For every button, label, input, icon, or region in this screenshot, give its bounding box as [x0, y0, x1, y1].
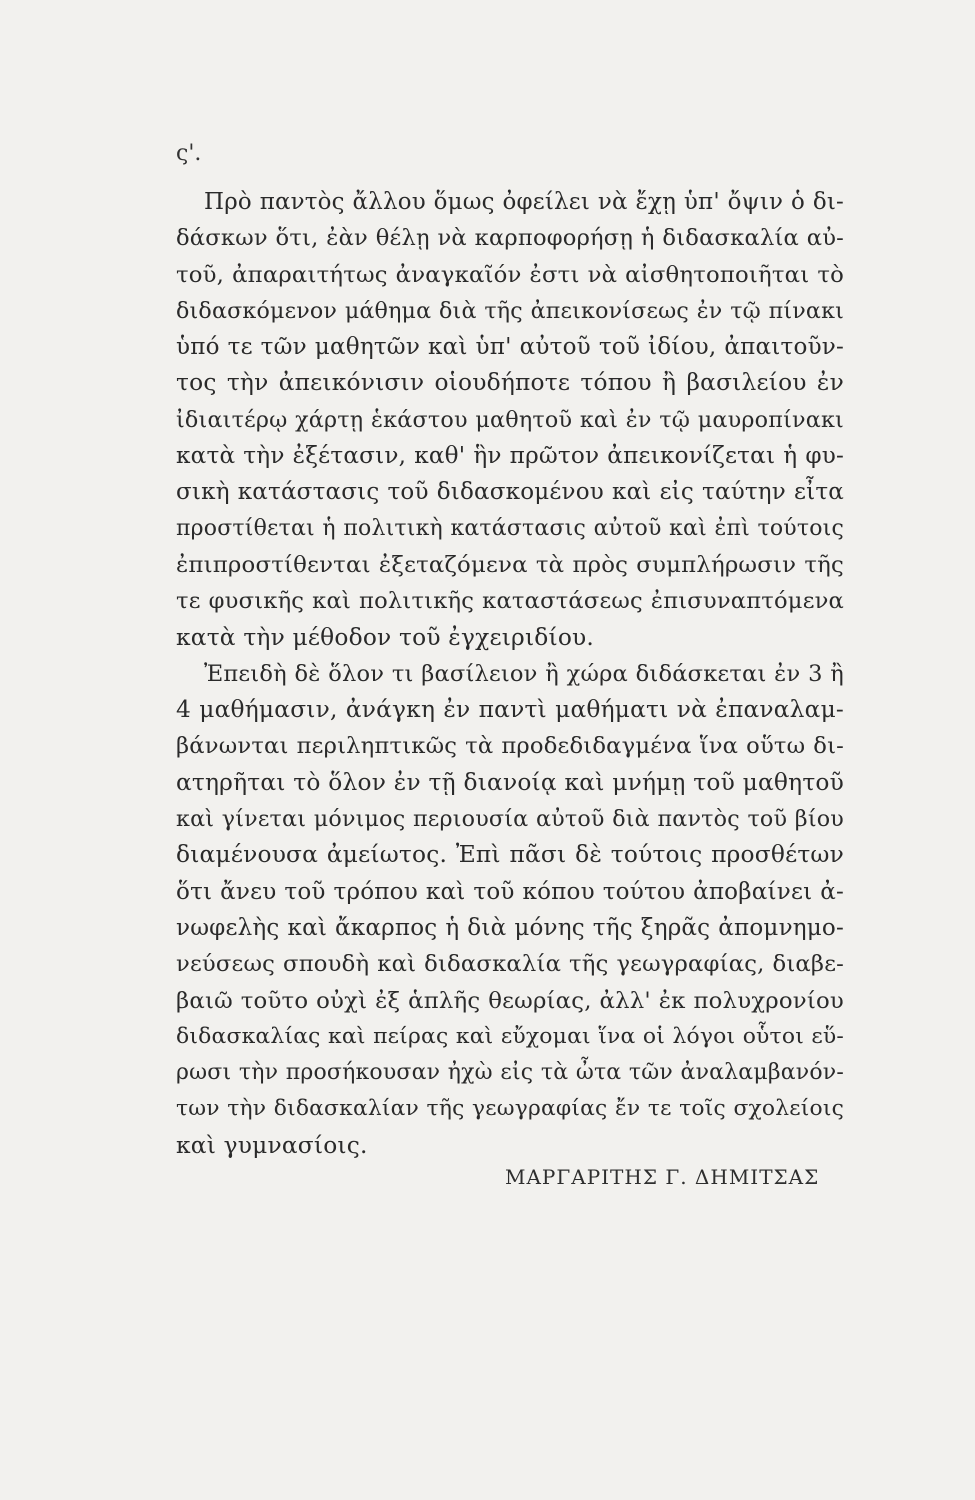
text-line: Πρὸ παντὸς ἄλλου ὅμως ὀφείλει νὰ ἔχῃ ὑπ' ὄψιν ὁ δι- [204, 189, 844, 215]
paragraph-2 [176, 656, 844, 1164]
text-line: κατὰ τὴν μέθοδον τοῦ ἐγχειριδίου. [176, 623, 595, 651]
author-signature: ΜΑΡΓΑΡΙΤΗΣ Γ. ΔΗΜΙΤΣΑΣ [505, 1165, 820, 1189]
body-text [176, 184, 844, 1164]
text-line: νεύσεως σπουδὴ καὶ διδασκαλία τῆς γεωγραφίας, διαβε- [176, 951, 844, 978]
text-line: βάνωνται περιληπτικῶς τὰ προδεδιδαγμένα ἵνα οὕτω δι- [176, 733, 844, 760]
page-number: ς'. [176, 141, 202, 166]
text-line: καὶ γίνεται μόνιμος περιουσία αὐτοῦ διὰ παντὸς τοῦ βίου [176, 806, 844, 833]
text-line: ὅτι ἄνευ τοῦ τρόπου καὶ τοῦ κόπου τούτου ἀποβαίνει ἀ- [176, 878, 844, 905]
text-line: τοῦ, ἀπαραιτήτως ἀναγκαῖόν ἐστι νὰ αἰσθητοποιῆται τὸ [176, 261, 844, 288]
text-line: τε φυσικῆς καὶ πολιτικῆς καταστάσεως ἐπισυναπτόμενα [176, 588, 844, 615]
text-line: ρωσι τὴν προσήκουσαν ἠχὼ εἰς τὰ ὦτα τῶν ἀναλαμβανόν- [176, 1060, 844, 1086]
text-line: κατὰ τὴν ἐξέτασιν, καθ' ἣν πρῶτον ἀπεικονίζεται ἡ φυ- [176, 443, 844, 470]
text-line: βαιῶ τοῦτο οὐχὶ ἐξ ἁπλῆς θεωρίας, ἀλλ' ἐκ πολυχρονίου [176, 987, 844, 1014]
text-line: διαμένουσα ἀμείωτος. Ἐπὶ πᾶσι δὲ τούτοις προσθέτων [176, 841, 844, 869]
text-line: 4 μαθήμασιν, ἀνάγκη ἐν παντὶ μαθήματι νὰ ἐπαναλαμ- [176, 696, 844, 724]
text-line: ἐπιπροστίθενται ἐξεταζόμενα τὰ πρὸς συμπλήρωσιν τῆς [176, 551, 844, 578]
text-line: σικὴ κατάστασις τοῦ διδασκομένου καὶ εἰς ταύτην εἶτα [176, 479, 844, 506]
text-line: τος τὴν ἀπεικόνισιν οἱουδήποτε τόπου ἢ βασιλείου ἐν [176, 369, 844, 397]
text-line: των τὴν διδασκαλίαν τῆς γεωγραφίας ἔν τε τοῖς σχολείοις [176, 1096, 844, 1122]
text-line: προστίθεται ἡ πολιτικὴ κατάστασις αὐτοῦ καὶ ἐπὶ τούτοις [176, 515, 844, 541]
text-line: διδασκόμενον μάθημα διὰ τῆς ἀπεικονίσεως ἐν τῷ πίνακι [176, 297, 844, 324]
text-line: νωφελὴς καὶ ἄκαρπος ἡ διὰ μόνης τῆς ξηρᾶς ἀπομνημο- [176, 914, 844, 941]
text-line: διδασκαλίας καὶ πείρας καὶ εὔχομαι ἵνα οἱ λόγοι οὗτοι εὕ- [176, 1023, 844, 1049]
text-line: Ἐπειδὴ δὲ ὅλον τι βασίλειον ἢ χώρα διδάσκεται ἐν 3 ἢ [204, 660, 844, 687]
text-line: ἰδιαιτέρῳ χάρτῃ ἑκάστου μαθητοῦ καὶ ἐν τῷ μαυροπίνακι [176, 406, 844, 433]
text-line: δάσκων ὅτι, ἐὰν θέλῃ νὰ καρποφορήσῃ ἡ διδασκαλία αὐ- [176, 225, 844, 252]
text-line: καὶ γυμνασίοις. [176, 1131, 368, 1159]
text-line: ατηρῆται τὸ ὅλον ἐν τῇ διανοίᾳ καὶ μνήμῃ τοῦ μαθητοῦ [176, 768, 844, 796]
text-line: ὑπό τε τῶν μαθητῶν καὶ ὑπ' αὐτοῦ τοῦ ἰδίου, ἀπαιτοῦν- [176, 334, 844, 361]
paragraph-1 [176, 184, 844, 656]
